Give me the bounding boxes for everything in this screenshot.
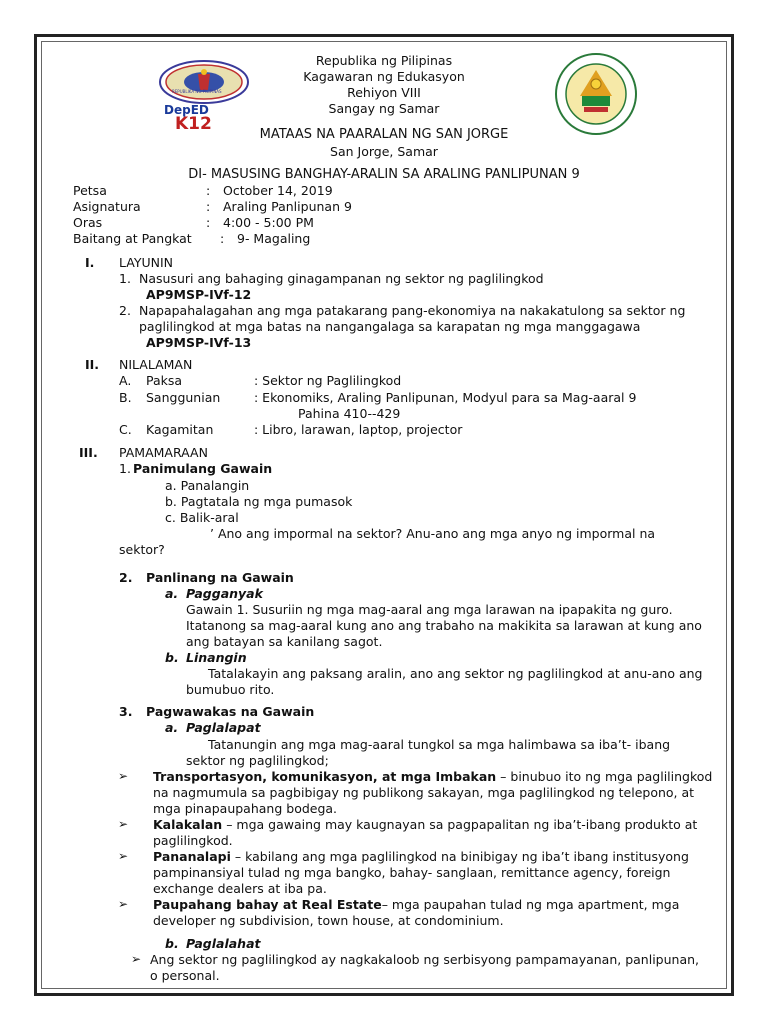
bullet-1-term: Transportasyon, komunikasyon, at mga Imbakan bbox=[153, 769, 497, 784]
bullet-4-line-2: developer ng subdivision, town house, at condominium. bbox=[153, 913, 504, 928]
bullet-1-line-3: mga pinapaupahang bodega. bbox=[153, 801, 338, 816]
bullet-2-line-1 bbox=[153, 816, 697, 833]
bullet-3-line-2: pampinansiyal tulad ng mga bangko, bahay- sanglaan, remittance agency, foreign bbox=[153, 865, 671, 880]
nilalaman-a-label: Paksa bbox=[146, 373, 183, 388]
layunin-item-1: Nasusuri ang bahaging ginagampanan ng sektor ng paglilingkod bbox=[139, 271, 544, 286]
step-1-item-a: a. Panalangin bbox=[165, 478, 250, 493]
bullet-1-text: – binubuo ito ng mga paglilingkod bbox=[496, 769, 713, 784]
info-sep-grade: : bbox=[220, 231, 225, 246]
layunin-item-2-line-2: paglilingkod at mga batas na nangangalaga sa karapatan ng mga manggagawa bbox=[139, 319, 641, 334]
header-division: Sangay ng Samar bbox=[328, 101, 440, 116]
nilalaman-a-value: : Sektor ng Paglilingkod bbox=[254, 373, 402, 388]
bullet-3-line-1 bbox=[153, 848, 689, 865]
section-title-pamamaraan: PAMAMARAAN bbox=[119, 445, 208, 460]
bullet-4-line-1 bbox=[153, 896, 679, 913]
step-3b-line-2: o personal. bbox=[150, 968, 220, 983]
section-title-layunin: LAYUNIN bbox=[119, 255, 174, 270]
header-region: Rehiyon VIII bbox=[347, 85, 421, 100]
nilalaman-c-value: : Libro, larawan, laptop, projector bbox=[254, 422, 463, 437]
nilalaman-c-letter: C. bbox=[119, 422, 132, 437]
nilalaman-a-letter: A. bbox=[119, 373, 132, 388]
info-label-grade: Baitang at Pangkat bbox=[73, 231, 192, 246]
step-1-question-line-2: sektor? bbox=[119, 542, 165, 557]
section-numeral-3: III. bbox=[79, 445, 98, 460]
school-name: MATAAS NA PAARALAN NG SAN JORGE bbox=[259, 127, 509, 142]
layunin-code-1: AP9MSP-IVf-12 bbox=[146, 287, 252, 302]
step-2a-letter: a. bbox=[165, 586, 179, 601]
step-2b-title: Linangin bbox=[186, 650, 247, 665]
step-2-title: Panlinang na Gawain bbox=[146, 570, 294, 585]
bullet-arrow-icon: ➢ bbox=[118, 849, 129, 863]
page-inner-border bbox=[41, 41, 727, 989]
bullet-3-text: – kabilang ang mga paglilingkod na binibigay ng iba’t ibang institusyong bbox=[230, 849, 689, 864]
info-value-date: October 14, 2019 bbox=[223, 183, 333, 198]
bullet-4-text: – mga paupahan tulad ng mga apartment, mga bbox=[381, 897, 680, 912]
document-title: DI- MASUSING BANGHAY-ARALIN SA ARALING PANLIPUNAN 9 bbox=[188, 167, 580, 182]
svg-text:DepED: DepED bbox=[164, 103, 209, 117]
bullet-4-term: Paupahang bahay at Real Estate bbox=[153, 897, 382, 912]
info-label-date: Petsa bbox=[73, 183, 107, 198]
bullet-2-text: – mga gawaing may kaugnayan sa pagpapalitan ng iba’t-ibang produkto at bbox=[222, 817, 698, 832]
step-3-title: Pagwawakas na Gawain bbox=[146, 704, 315, 719]
nilalaman-b-label: Sanggunian bbox=[146, 390, 221, 405]
layunin-item-2-line-1: Napapahalagahan ang mga patakarang pang-ekonomiya na nakakatulong sa sektor ng bbox=[139, 303, 686, 318]
school-location: San Jorge, Samar bbox=[330, 144, 438, 159]
step-3b-title: Paglalahat bbox=[186, 936, 261, 951]
info-value-grade: 9- Magaling bbox=[237, 231, 311, 246]
bullet-3-term: Pananalapi bbox=[153, 849, 231, 864]
bullet-2-line-2: paglilingkod. bbox=[153, 833, 233, 848]
bullet-1-line-1 bbox=[153, 768, 712, 785]
svg-text:K12: K12 bbox=[175, 114, 212, 130]
layunin-item-1-num: 1. bbox=[119, 271, 131, 286]
step-2b-line-1: Tatalakayin ang paksang aralin, ano ang sektor ng paglilingkod at anu-ano ang bbox=[208, 666, 703, 681]
header-department: Kagawaran ng Edukasyon bbox=[303, 69, 465, 84]
step-2a-line-3: ang batayan sa kanilang sagot. bbox=[186, 634, 383, 649]
section-title-nilalaman: NILALAMAN bbox=[119, 357, 193, 372]
bullet-3-line-3: exchange dealers at iba pa. bbox=[153, 881, 327, 896]
step-1-title: Panimulang Gawain bbox=[133, 461, 273, 476]
nilalaman-c-label: Kagamitan bbox=[146, 422, 214, 437]
step-3a-title: Paglalapat bbox=[186, 720, 261, 735]
bullet-2-term: Kalakalan bbox=[153, 817, 223, 832]
step-2a-title: Pagganyak bbox=[186, 586, 263, 601]
info-sep-date: : bbox=[206, 183, 211, 198]
info-label-time: Oras bbox=[73, 215, 103, 230]
nilalaman-b-pages: Pahina 410--429 bbox=[298, 406, 401, 421]
step-3b-line-1: Ang sektor ng paglilingkod ay nagkakaloob ng serbisyong pampamayanan, panlipunan, bbox=[150, 952, 699, 967]
nilalaman-b-letter: B. bbox=[119, 390, 132, 405]
step-1-item-b: b. Pagtatala ng mga pumasok bbox=[165, 494, 353, 509]
bullet-arrow-icon: ➢ bbox=[118, 897, 129, 911]
info-value-time: 4:00 - 5:00 PM bbox=[223, 215, 314, 230]
step-2b-line-2: bumubuo rito. bbox=[186, 682, 275, 697]
layunin-item-2-num: 2. bbox=[119, 303, 131, 318]
nilalaman-b-value: : Ekonomiks, Araling Panlipunan, Modyul para sa Mag-aaral 9 bbox=[254, 390, 637, 405]
bullet-arrow-icon: ➢ bbox=[118, 817, 129, 831]
info-label-subject: Asignatura bbox=[73, 199, 141, 214]
info-value-subject: Araling Panlipunan 9 bbox=[223, 199, 352, 214]
step-1-item-c: c. Balik-aral bbox=[165, 510, 239, 525]
step-3-num: 3. bbox=[119, 704, 133, 719]
bullet-arrow-icon: ➢ bbox=[118, 769, 129, 783]
step-3a-letter: a. bbox=[165, 720, 179, 735]
step-1-num: 1. bbox=[119, 461, 131, 476]
step-1-question-line-1: ’ Ano ang impormal na sektor? Anu-ano ang mga anyo ng impormal na bbox=[210, 526, 656, 541]
step-2a-line-1: Gawain 1. Susuriin ng mga mag-aaral ang mga larawan na ipapakita ng guro. bbox=[186, 602, 673, 617]
step-2b-letter: b. bbox=[165, 650, 179, 665]
step-3a-line-2: sektor ng paglilingkod; bbox=[186, 753, 329, 768]
step-3b-letter: b. bbox=[165, 936, 179, 951]
header-republic: Republika ng Pilipinas bbox=[315, 53, 453, 68]
bullet-1-line-2: na nagmumula sa pagbibigay ng publikong sakayan, mga paglilingkod ng telepono, at bbox=[153, 785, 695, 800]
section-numeral-2: II. bbox=[85, 357, 100, 372]
step-2-num: 2. bbox=[119, 570, 133, 585]
info-sep-subject: : bbox=[206, 199, 211, 214]
bullet-arrow-icon: ➢ bbox=[131, 952, 142, 966]
layunin-code-2: AP9MSP-IVf-13 bbox=[146, 335, 252, 350]
step-2a-line-2: Itatanong sa mag-aaral kung ano ang trabaho na makikita sa larawan at kung ano bbox=[186, 618, 702, 633]
svg-text:REPUBLIKA NG PILIPINAS: REPUBLIKA NG PILIPINAS bbox=[172, 89, 222, 94]
step-3a-line-1: Tatanungin ang mga mag-aaral tungkol sa mga halimbawa sa iba’t- ibang bbox=[208, 737, 671, 752]
info-sep-time: : bbox=[206, 215, 211, 230]
section-numeral-1: I. bbox=[85, 255, 95, 270]
